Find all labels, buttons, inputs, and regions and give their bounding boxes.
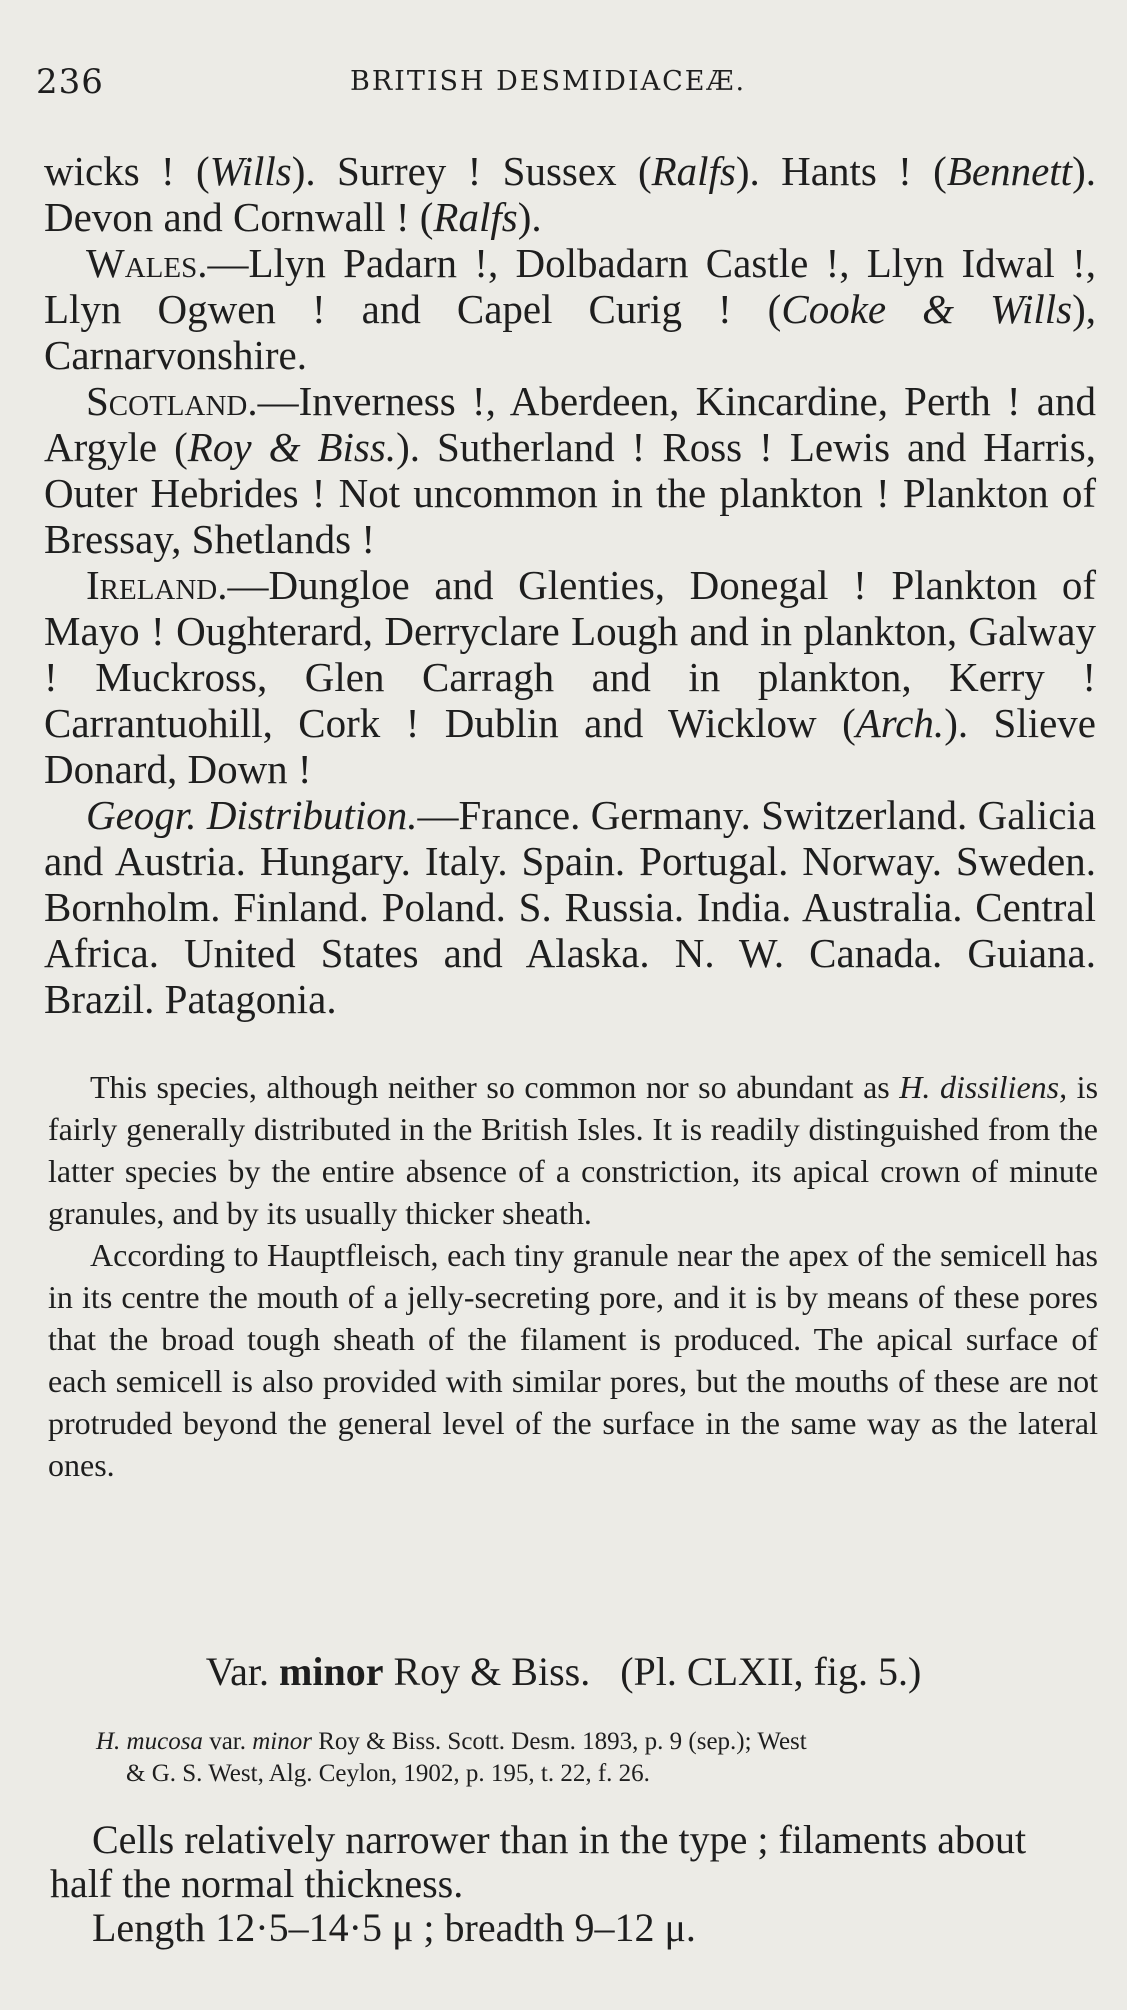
wales-paragraph [44,240,1096,378]
text-run: ). [517,194,542,240]
text-run: .—Llyn Padarn !, Dolbadarn Castle !, Llyn Idwal !, Llyn Ogwen ! and Capel Curig ! ( [44,240,1096,332]
plate-reference: (Pl. CLXII, fig. 5.) [620,1649,922,1694]
text-run: This species, although neither so common nor so abundant as [90,1069,900,1105]
variety-heading [0,1648,1127,1695]
text-run: .—Dungloe and Glenties, Donegal ! Plankton of Mayo ! Oughterard, Derryclare Lough and in plankton, Galway ! Muckross, Glen Carragh and in plankton, Kerry ! Carrantuohill, Cork ! Dublin and Wicklow ( [44,562,1096,746]
ireland-paragraph [44,562,1096,792]
text-run: is fairly generally distributed in the British Isles. It is readily distinguished from the latter species by the entire absence of a constriction, its apical crown of minute granules, and by its usually thicker sheath. [48,1069,1099,1231]
note-paragraph [48,1066,1098,1234]
scotland-paragraph [44,378,1096,562]
text-run: wicks ! ( [44,148,210,194]
text-run: Roy & Biss. Scott. Desm. 1893, p. 9 (sep.); West [311,1728,807,1755]
region-label: Ireland [86,562,218,608]
region-label: Wales [86,240,198,286]
text-run: ), Carnarvonshire. [44,286,1096,378]
text-run: ). Hants ! ( [735,148,947,194]
authority: Bennett [946,148,1073,194]
authority: Cooke & Wills [781,286,1073,332]
england-continuation [44,148,1096,240]
notes-section [48,1066,1098,1486]
section-label: Geogr. Distribution. [86,792,418,838]
page-number: 236 [36,62,104,102]
reference-line: & G. S. West, Alg. Ceylon, 1902, p. 195, t. 22, f. 26. [126,1760,650,1787]
reference-line [96,1726,1100,1758]
text-run: .—Inverness !, Aberdeen, Kincardine, Perth ! and Argyle ( [44,378,1096,470]
running-head: BRITISH DESMIDIACEÆ. [350,66,747,97]
text-run: ). Devon and Cornwall ! ( [44,148,1096,240]
references [96,1726,1100,1790]
variety-name: minor [279,1649,384,1694]
species-name: H. dissiliens, [899,1069,1068,1105]
authority: Ralfs [433,194,518,240]
authority: Arch. [855,700,945,746]
description-paragraph: Cells relatively narrower than in the type ; filaments about half the normal thickness. [50,1817,1027,1906]
text-run: ). Surrey ! Sussex ( [291,148,652,194]
text-run: var. [202,1728,253,1755]
authority: Wills [209,148,292,194]
species-name: H. mucosa [96,1728,203,1755]
variety-prefix: Var. [205,1649,280,1694]
authority: Ralfs [651,148,736,194]
note-paragraph: According to Hauptfleisch, each tiny granule near the apex of the semicell has in its centre the mouth of a jelly-secreting pore, and it is by means of these pores that the broad tough sheath of the filament is produced. The apical surface of each semicell is also provided with similar pores, but the mouths of these are not protruded beyond the general level of the surface in the same way as the lateral ones. [48,1237,1098,1483]
geographic-distribution-paragraph [44,792,1096,1022]
variety-name: minor [252,1728,312,1755]
authority: Roy & Biss. [187,424,397,470]
variety-description [50,1818,1098,1950]
variety-authors: Roy & Biss. [383,1649,591,1694]
dimensions-paragraph: Length 12·5–14·5 μ ; breadth 9–12 μ. [92,1905,696,1950]
page-header [0,62,1127,108]
region-label: Scotland [86,378,248,424]
text-run: ). Sutherland ! Ross ! Lewis and Harris, Outer Hebrides ! Not uncommon in the plankton ! Plankton of Bressay, Shetlands ! [44,424,1096,562]
distribution-section [44,148,1096,1022]
text-run: ). Slieve Donard, Down ! [44,700,1096,792]
text-run: —France. Germany. Switzerland. Galicia and Austria. Hungary. Italy. Spain. Portugal. Norway. Sweden. Bornholm. Finland. Poland. S. Russia. India. Australia. Central Africa. United States and Alaska. N. W. Canada. Guiana. Brazil. Patagonia. [44,792,1096,1022]
